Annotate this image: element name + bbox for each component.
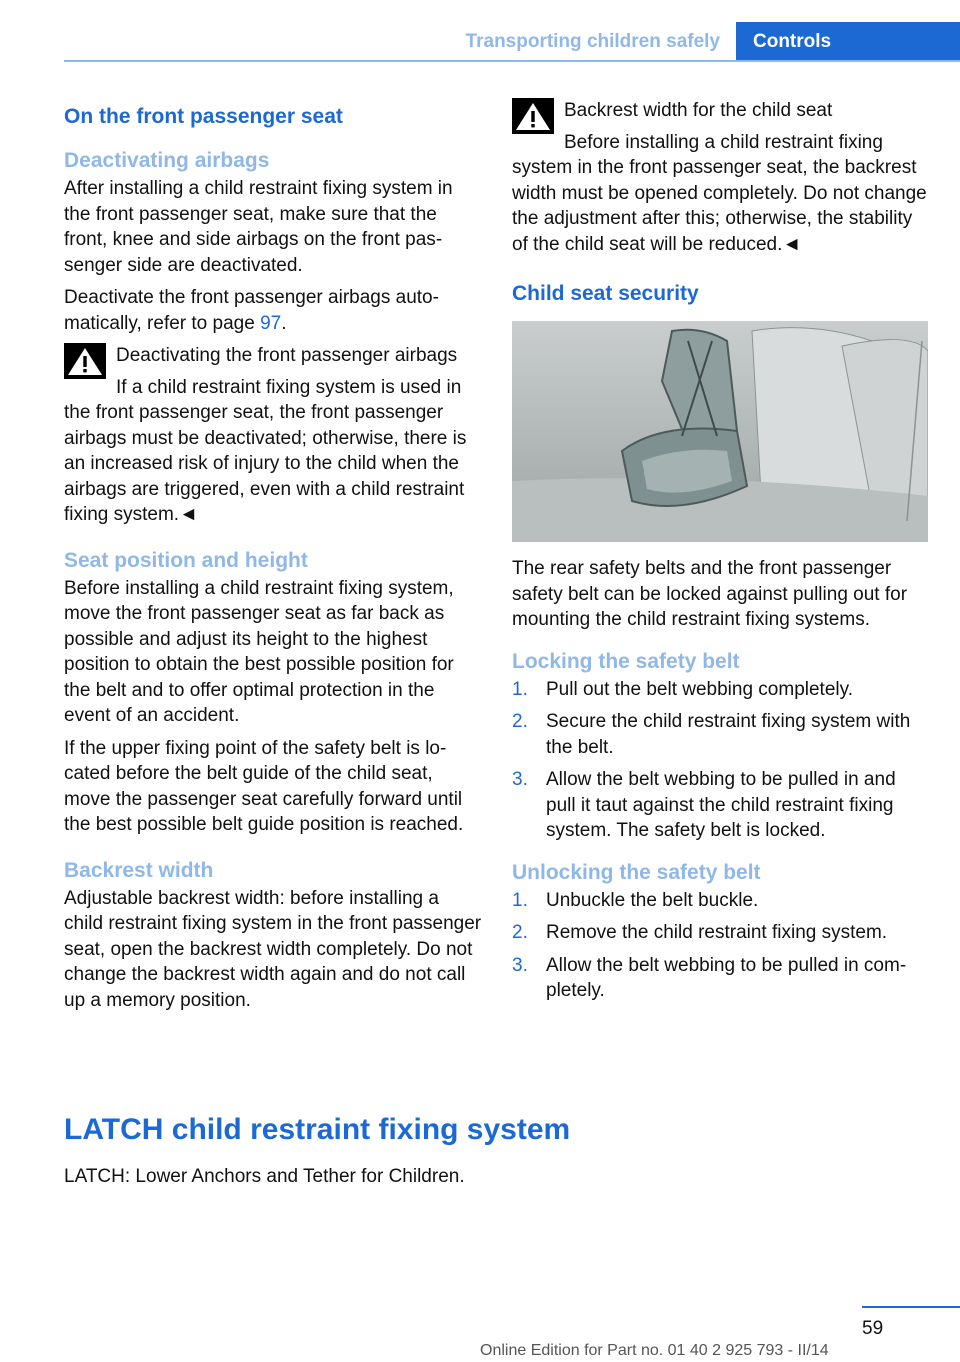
warning-deactivating-airbags <box>64 343 482 528</box>
paragraph-latch-definition: LATCH: Lower Anchors and Tether for Children. <box>64 1166 465 1187</box>
heading-seat-position: Seat position and height <box>64 548 308 572</box>
paragraph-belt-locking: The rear safety belts and the front passenger safety belt can be locked against pulling out for mounting the child restraint fixing systems. <box>512 558 908 630</box>
page-number: 59 <box>862 1318 884 1339</box>
child-seat-illustration <box>512 321 928 542</box>
header-rule <box>64 60 960 62</box>
paragraph-backrest-width: Adjustable backrest width: before installing a child restraint fixing system in the front passenger seat, open the backrest width completely. Do not change the backrest width again and do not call up a memory position. <box>64 887 482 1011</box>
right-column <box>512 98 928 1018</box>
paragraph-seat-position: Before installing a child restraint fixing system, move the front passenger seat as far back as possible and adjust its height to the highest position to obtain the best possible position for the belt and to offer optimal protection in the event of an accident. <box>64 577 454 726</box>
footer-edition-text: Online Edition for Part no. 01 40 2 925 793 - II/14 <box>480 1342 829 1359</box>
locking-steps-list <box>512 677 928 844</box>
heading-deactivating-airbags: Deactivating airbags <box>64 149 270 172</box>
warning-triangle-icon <box>64 343 106 379</box>
paragraph-deactivate-auto: Deactivate the front passenger airbags automatically, refer to page 97. <box>64 287 439 334</box>
warning-body: If a child restraint fixing system is used in the front passenger seat, the front passenger airbags must be deactivated; otherwise, there is an increased risk of injury to the child when the airbags are triggered, even with a child restraint fixing system.◄ <box>64 376 467 525</box>
header-section-title: Transporting children safely <box>465 31 720 52</box>
heading-latch-system: LATCH child restraint fixing system <box>64 1113 571 1146</box>
paragraph-upper-fixing-point: If the upper fixing point of the safety belt is located before the belt guide of the child seat, move the passenger seat carefully forward until the best possible belt guide position is reached. <box>64 737 464 835</box>
warning-body: Before installing a child restraint fixing system in the front passenger seat, the backrest width must be opened completely. Do not change the adjustment after this; otherwise, the stability of the child seat will be reduced.◄ <box>512 131 927 255</box>
heading-front-passenger-seat: On the front passenger seat <box>64 105 343 128</box>
list-item: 2. Remove the child restraint fixing system. <box>512 922 888 943</box>
left-column <box>64 98 482 1020</box>
heading-backrest-width: Backrest width <box>64 858 214 882</box>
header-chapter-tab[interactable]: Controls <box>736 22 960 62</box>
unlocking-steps-list <box>512 888 928 1004</box>
warning-backrest-width <box>512 98 928 257</box>
heading-locking-belt: Locking the safety belt <box>512 649 740 673</box>
page-link-97[interactable]: 97 <box>260 312 282 334</box>
list-item: 1. Unbuckle the belt buckle. <box>512 889 759 911</box>
warning-title: Deactivating the front passenger airbags <box>116 345 458 366</box>
list-item: 2. Secure the child restraint fixing system with the belt. <box>512 711 911 758</box>
list-item: 3. Allow the belt webbing to be pulled in and pull it taut against the child restraint fixing system. The safety belt is locked. <box>512 769 896 841</box>
heading-child-seat-security: Child seat security <box>512 282 699 305</box>
page-number-rule <box>862 1306 960 1308</box>
list-item: 3. Allow the belt webbing to be pulled in completely. <box>512 954 907 1001</box>
heading-unlocking-belt: Unlocking the safety belt <box>512 860 761 884</box>
warning-triangle-icon <box>512 98 554 134</box>
list-item: 1. Pull out the belt webbing completely. <box>512 678 853 700</box>
warning-title: Backrest width for the child seat <box>564 100 833 121</box>
paragraph-deactivate-after-install: After installing a child restraint fixing system in the front passenger seat, make sure that the front, knee and side airbags on the front passenger side are deactivated. <box>64 178 453 276</box>
